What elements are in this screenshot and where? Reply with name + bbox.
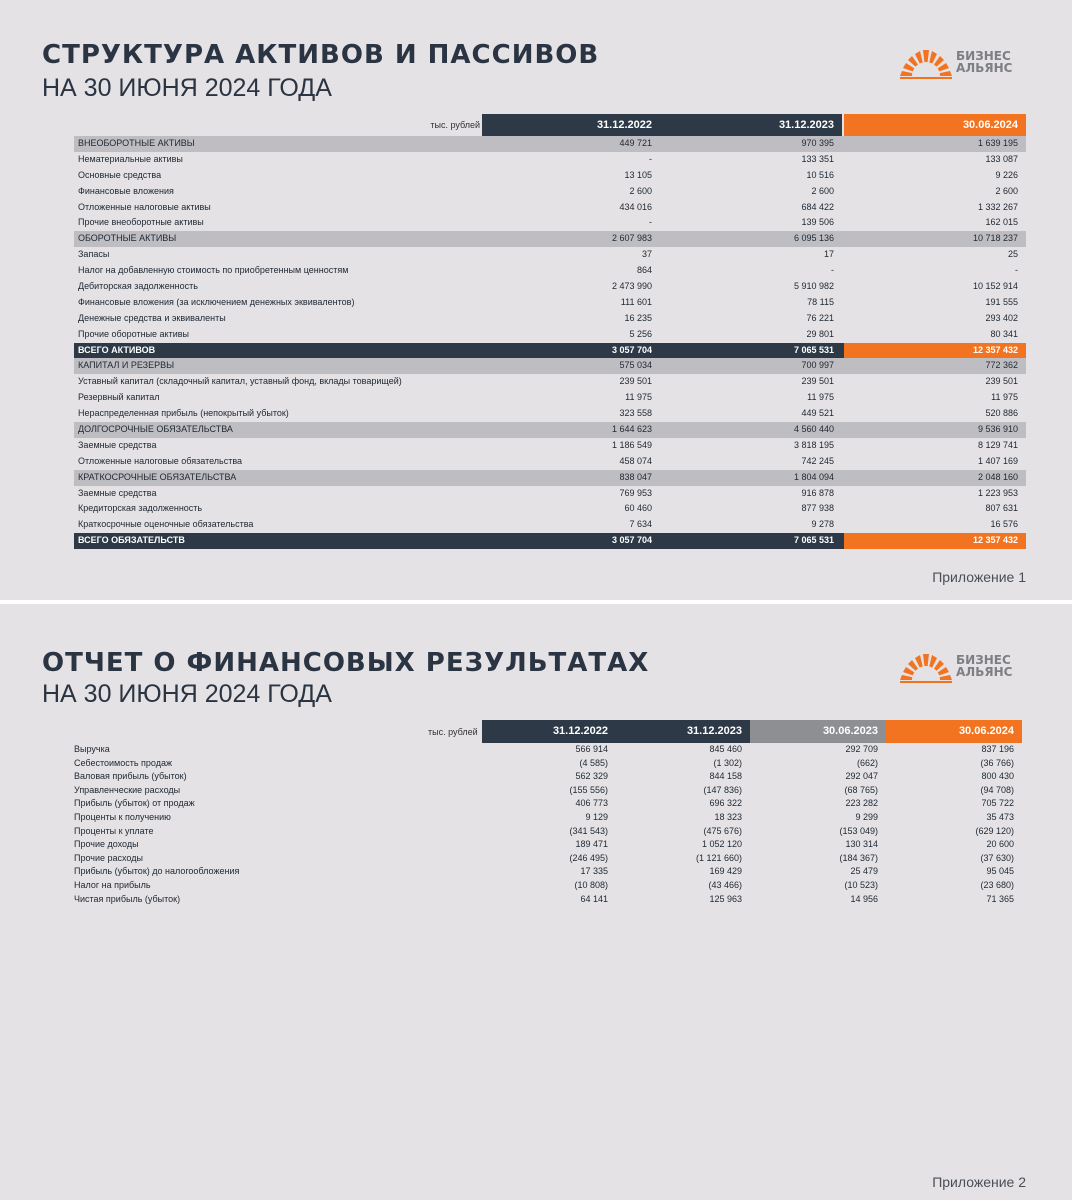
cell-value: 845 460 — [709, 744, 742, 754]
cell-value: 17 — [823, 249, 834, 260]
cell-value: 2 473 990 — [611, 281, 652, 292]
row-label: Финансовые вложения — [78, 185, 174, 196]
cell-value: 3 057 704 — [611, 535, 652, 546]
row-label: Заемные средства — [78, 487, 157, 498]
cell-value: 700 997 — [801, 360, 834, 371]
cell-value: 17 335 — [580, 866, 608, 877]
column-header: 31.12.2022 — [482, 720, 616, 743]
cell-value: 162 015 — [985, 217, 1018, 228]
cell-value: 800 430 — [981, 771, 1014, 782]
column-header: 30.06.2023 — [750, 720, 886, 743]
logo-text-line2: АЛЬЯНС — [956, 665, 1013, 679]
cell-value: (94 708) — [980, 784, 1014, 795]
cell-value: 111 601 — [620, 296, 652, 307]
cell-value: 1 639 195 — [977, 138, 1018, 148]
row-label: Уставный капитал (складочный капитал, уставный фонд, вклады товарищей) — [78, 376, 402, 387]
pnl-table-header — [74, 720, 1022, 743]
cell-value: 323 558 — [619, 408, 652, 419]
cell-value: 189 471 — [575, 839, 608, 850]
table-row — [74, 215, 1026, 231]
appendix-label: Приложение 1 — [932, 569, 1026, 585]
cell-value: 25 — [1007, 249, 1018, 260]
cell-value: 10 718 237 — [972, 233, 1018, 244]
cell-value: 7 065 531 — [793, 344, 834, 355]
row-label: Финансовые вложения (за исключением денежных эквивалентов) — [78, 296, 355, 307]
table-row — [74, 893, 1022, 907]
cell-value: 8 129 741 — [977, 439, 1018, 450]
cell-value: 566 914 — [575, 744, 608, 754]
row-label: Прибыль (убыток) до налогообложения — [74, 866, 240, 877]
cell-value: 838 047 — [619, 471, 652, 482]
balance-table-body — [74, 136, 1026, 549]
table-row — [74, 757, 1022, 771]
cell-value: 293 402 — [985, 312, 1018, 323]
row-label: Денежные средства и эквиваленты — [78, 312, 226, 323]
cell-value: 6 095 136 — [793, 233, 834, 244]
cell-value: 1 223 953 — [977, 487, 1018, 498]
table-row — [74, 852, 1022, 866]
cell-value: 864 — [636, 265, 652, 276]
cell-value: 223 282 — [845, 798, 878, 809]
cell-value: 2 607 983 — [611, 233, 652, 244]
table-row — [74, 152, 1026, 168]
cell-value: 78 115 — [807, 296, 834, 307]
cell-value: 35 473 — [986, 811, 1014, 822]
cell-value: 13 105 — [624, 169, 652, 180]
cell-value: 16 235 — [624, 312, 652, 323]
cell-value: - — [649, 153, 652, 164]
cell-value: 239 501 — [619, 376, 652, 387]
balance-table-header — [74, 114, 1026, 136]
section-row — [74, 231, 1026, 247]
row-label: КРАТКОСРОЧНЫЕ ОБЯЗАТЕЛЬСТВА — [78, 471, 237, 482]
cell-value: 125 963 — [709, 893, 742, 904]
cell-value: 1 644 623 — [611, 424, 652, 435]
cell-value: (43 466) — [708, 879, 742, 890]
table-row — [74, 184, 1026, 200]
row-label: Себестоимость продаж — [74, 757, 172, 768]
unit-label: тыс. рублей — [428, 727, 478, 737]
row-label: Управленческие расходы — [74, 784, 181, 795]
cell-value: 12 357 432 — [844, 343, 1026, 359]
cell-value: 916 878 — [801, 487, 834, 498]
row-label: Выручка — [74, 744, 110, 754]
table-row — [74, 486, 1026, 502]
company-logo — [898, 44, 1028, 80]
cell-value: 191 555 — [985, 296, 1018, 307]
table-row — [74, 879, 1022, 893]
logo-text-line2: АЛЬЯНС — [956, 61, 1013, 75]
column-header: 30.06.2024 — [886, 720, 1022, 743]
cell-value: - — [831, 265, 834, 276]
cell-value: 3 818 195 — [793, 439, 834, 450]
section-row — [74, 470, 1026, 486]
table-row — [74, 517, 1026, 533]
row-label: ДОЛГОСРОЧНЫЕ ОБЯЗАТЕЛЬСТВА — [78, 424, 233, 435]
cell-value: 95 045 — [986, 866, 1014, 877]
table-row — [74, 390, 1026, 406]
cell-value: 9 536 910 — [977, 424, 1018, 435]
table-row — [74, 406, 1026, 422]
cell-value: 2 600 — [995, 185, 1018, 196]
cell-value: 133 351 — [801, 153, 834, 164]
cell-value: 877 938 — [801, 503, 834, 514]
page-subtitle: НА 30 ИЮНЯ 2024 ГОДА — [42, 74, 332, 102]
cell-value: (475 676) — [703, 825, 742, 836]
cell-value: 130 314 — [845, 839, 878, 850]
cell-value: (37 630) — [980, 852, 1014, 863]
row-label: Чистая прибыль (убыток) — [74, 893, 181, 904]
cell-value: (23 680) — [980, 879, 1014, 890]
row-label: ВНЕОБОРОТНЫЕ АКТИВЫ — [78, 138, 195, 148]
section-row — [74, 136, 1026, 152]
cell-value: 9 226 — [995, 169, 1018, 180]
cell-value: 29 801 — [806, 328, 834, 339]
cell-value: 80 341 — [990, 328, 1018, 339]
cell-value: - — [649, 217, 652, 228]
table-row — [74, 797, 1022, 811]
pnl-table — [74, 720, 1022, 906]
row-label: Валовая прибыль (убыток) — [74, 771, 187, 782]
table-row — [74, 168, 1026, 184]
cell-value: 807 631 — [985, 503, 1018, 514]
cell-value: 71 365 — [986, 893, 1014, 904]
cell-value: (184 367) — [839, 852, 878, 863]
page-title: СТРУКТУРА АКТИВОВ И ПАССИВОВ — [42, 40, 600, 70]
cell-value: 449 721 — [619, 138, 652, 148]
row-label: Резервный капитал — [78, 392, 160, 403]
cell-value: 575 034 — [619, 360, 652, 371]
cell-value: 406 773 — [575, 798, 608, 809]
cell-value: 562 329 — [575, 771, 608, 782]
unit-label: тыс. рублей — [430, 120, 480, 130]
cell-value: 25 479 — [850, 866, 878, 877]
cell-value: 239 501 — [985, 376, 1018, 387]
cell-value: (341 543) — [569, 825, 608, 836]
row-label: Проценты к получению — [74, 811, 171, 822]
sunburst-logo-icon — [898, 44, 954, 80]
total-row — [74, 533, 1026, 549]
cell-value: 1 332 267 — [977, 201, 1018, 212]
cell-value: 10 152 914 — [972, 281, 1018, 292]
cell-value: 837 196 — [981, 744, 1014, 754]
cell-value: (36 766) — [980, 757, 1014, 768]
cell-value: 5 910 982 — [793, 281, 834, 292]
cell-value: 9 278 — [811, 519, 834, 530]
cell-value: 772 362 — [985, 360, 1018, 371]
row-label: Прочие расходы — [74, 852, 143, 863]
row-label: Прибыль (убыток) от продаж — [74, 798, 195, 809]
cell-value: 20 600 — [986, 839, 1014, 850]
row-label: Отложенные налоговые обязательства — [78, 455, 243, 466]
row-label: Кредиторская задолженность — [78, 503, 203, 514]
logo-text-line1: БИЗНЕС — [956, 653, 1011, 667]
cell-value: 292 047 — [845, 771, 878, 782]
table-row — [74, 501, 1026, 517]
column-header: 31.12.2022 — [482, 114, 660, 136]
cell-value: 239 501 — [801, 376, 834, 387]
table-row — [74, 200, 1026, 216]
cell-value: 2 048 160 — [977, 471, 1018, 482]
cell-value: 133 087 — [985, 153, 1018, 164]
page-subtitle: НА 30 ИЮНЯ 2024 ГОДА — [42, 680, 332, 708]
column-header: 31.12.2023 — [660, 114, 842, 136]
cell-value: 458 074 — [619, 455, 652, 466]
table-row — [74, 311, 1026, 327]
logo-text-line1: БИЗНЕС — [956, 49, 1011, 63]
row-label: Проценты к уплате — [74, 825, 154, 836]
cell-value: 11 975 — [991, 392, 1018, 403]
cell-value: 705 722 — [981, 798, 1014, 809]
table-row — [74, 438, 1026, 454]
cell-value: 16 576 — [990, 519, 1018, 530]
cell-value: 1 407 169 — [977, 455, 1018, 466]
cell-value: 4 560 440 — [793, 424, 834, 435]
cell-value: 684 422 — [801, 201, 834, 212]
cell-value: 12 357 432 — [844, 533, 1026, 549]
cell-value: 169 429 — [709, 866, 742, 877]
table-row — [74, 374, 1026, 390]
cell-value: (4 585) — [579, 757, 608, 768]
cell-value: 9 129 — [585, 811, 608, 822]
table-row — [74, 825, 1022, 839]
cell-value: 37 — [641, 249, 652, 260]
cell-value: 844 158 — [709, 771, 742, 782]
row-label: Прочие доходы — [74, 839, 139, 850]
section-row — [74, 358, 1026, 374]
cell-value: (153 049) — [839, 825, 878, 836]
cell-value: 434 016 — [619, 201, 652, 212]
table-row — [74, 838, 1022, 852]
cell-value: 64 141 — [580, 893, 608, 904]
cell-value: 18 323 — [714, 811, 742, 822]
row-label: Запасы — [78, 249, 110, 260]
row-label: КАПИТАЛ И РЕЗЕРВЫ — [78, 360, 175, 371]
balance-table — [74, 114, 1026, 549]
row-label: Налог на добавленную стоимость по приобретенным ценностям — [78, 265, 349, 276]
table-row — [74, 784, 1022, 798]
cell-value: 7 634 — [629, 519, 652, 530]
row-label: ВСЕГО АКТИВОВ — [78, 344, 156, 355]
row-label: Краткосрочные оценочные обязательства — [78, 519, 254, 530]
cell-value: (10 523) — [844, 879, 878, 890]
row-label: Нематериальные активы — [78, 153, 183, 164]
cell-value: (662) — [856, 757, 878, 768]
cell-value: 1 804 094 — [793, 471, 834, 482]
table-row — [74, 865, 1022, 879]
section-row — [74, 422, 1026, 438]
page-title: ОТЧЕТ О ФИНАНСОВЫХ РЕЗУЛЬТАТАХ — [42, 648, 650, 678]
cell-value: 742 245 — [801, 455, 834, 466]
cell-value: - — [1015, 265, 1018, 276]
cell-value: 520 886 — [985, 408, 1018, 419]
total-row — [74, 343, 1026, 359]
cell-value: 1 186 549 — [611, 439, 652, 450]
cell-value: (155 556) — [569, 784, 608, 795]
cell-value: 449 521 — [801, 408, 834, 419]
cell-value: (68 765) — [844, 784, 878, 795]
table-row — [74, 743, 1022, 757]
cell-value: 1 052 120 — [701, 839, 742, 850]
table-row — [74, 295, 1026, 311]
table-row — [74, 247, 1026, 263]
table-row — [74, 454, 1026, 470]
cell-value: 769 953 — [619, 487, 652, 498]
cell-value: 2 600 — [629, 185, 652, 196]
table-row — [74, 327, 1026, 343]
sunburst-logo-icon — [898, 648, 954, 684]
row-label: Налог на прибыль — [74, 879, 151, 890]
row-label: ВСЕГО ОБЯЗАТЕЛЬСТВ — [78, 535, 185, 546]
row-label: Отложенные налоговые активы — [78, 201, 211, 212]
cell-value: 139 506 — [801, 217, 834, 228]
row-label: Нераспределенная прибыль (непокрытый убыток) — [78, 408, 289, 419]
cell-value: 3 057 704 — [611, 344, 652, 355]
cell-value: 10 516 — [806, 169, 834, 180]
cell-value: 292 709 — [845, 744, 878, 754]
cell-value: 2 600 — [811, 185, 834, 196]
row-label: Заемные средства — [78, 439, 157, 450]
cell-value: 9 299 — [855, 811, 878, 822]
row-label: ОБОРОТНЫЕ АКТИВЫ — [78, 233, 177, 244]
column-header: 31.12.2023 — [616, 720, 750, 743]
row-label: Прочие внеоборотные активы — [78, 217, 204, 228]
cell-value: (629 120) — [975, 825, 1014, 836]
row-label: Прочие оборотные активы — [78, 328, 189, 339]
cell-value: 7 065 531 — [793, 535, 834, 546]
cell-value: 11 975 — [625, 392, 652, 403]
cell-value: (147 836) — [703, 784, 742, 795]
cell-value: (10 808) — [574, 879, 608, 890]
table-row — [74, 811, 1022, 825]
cell-value: 696 322 — [709, 798, 742, 809]
company-logo — [898, 648, 1028, 684]
table-row — [74, 770, 1022, 784]
cell-value: 970 395 — [801, 138, 834, 148]
cell-value: 5 256 — [629, 328, 652, 339]
cell-value: (1 302) — [713, 757, 742, 768]
table-row — [74, 279, 1026, 295]
row-label: Дебиторская задолженность — [78, 281, 198, 292]
row-label: Основные средства — [78, 169, 162, 180]
column-header: 30.06.2024 — [844, 114, 1026, 136]
appendix-label: Приложение 2 — [932, 1174, 1026, 1190]
pnl-table-body — [74, 743, 1022, 906]
cell-value: (246 495) — [569, 852, 608, 863]
cell-value: 11 975 — [807, 392, 834, 403]
cell-value: (1 121 660) — [695, 852, 742, 863]
table-row — [74, 263, 1026, 279]
cell-value: 60 460 — [624, 503, 652, 514]
cell-value: 76 221 — [806, 312, 834, 323]
cell-value: 14 956 — [850, 893, 878, 904]
